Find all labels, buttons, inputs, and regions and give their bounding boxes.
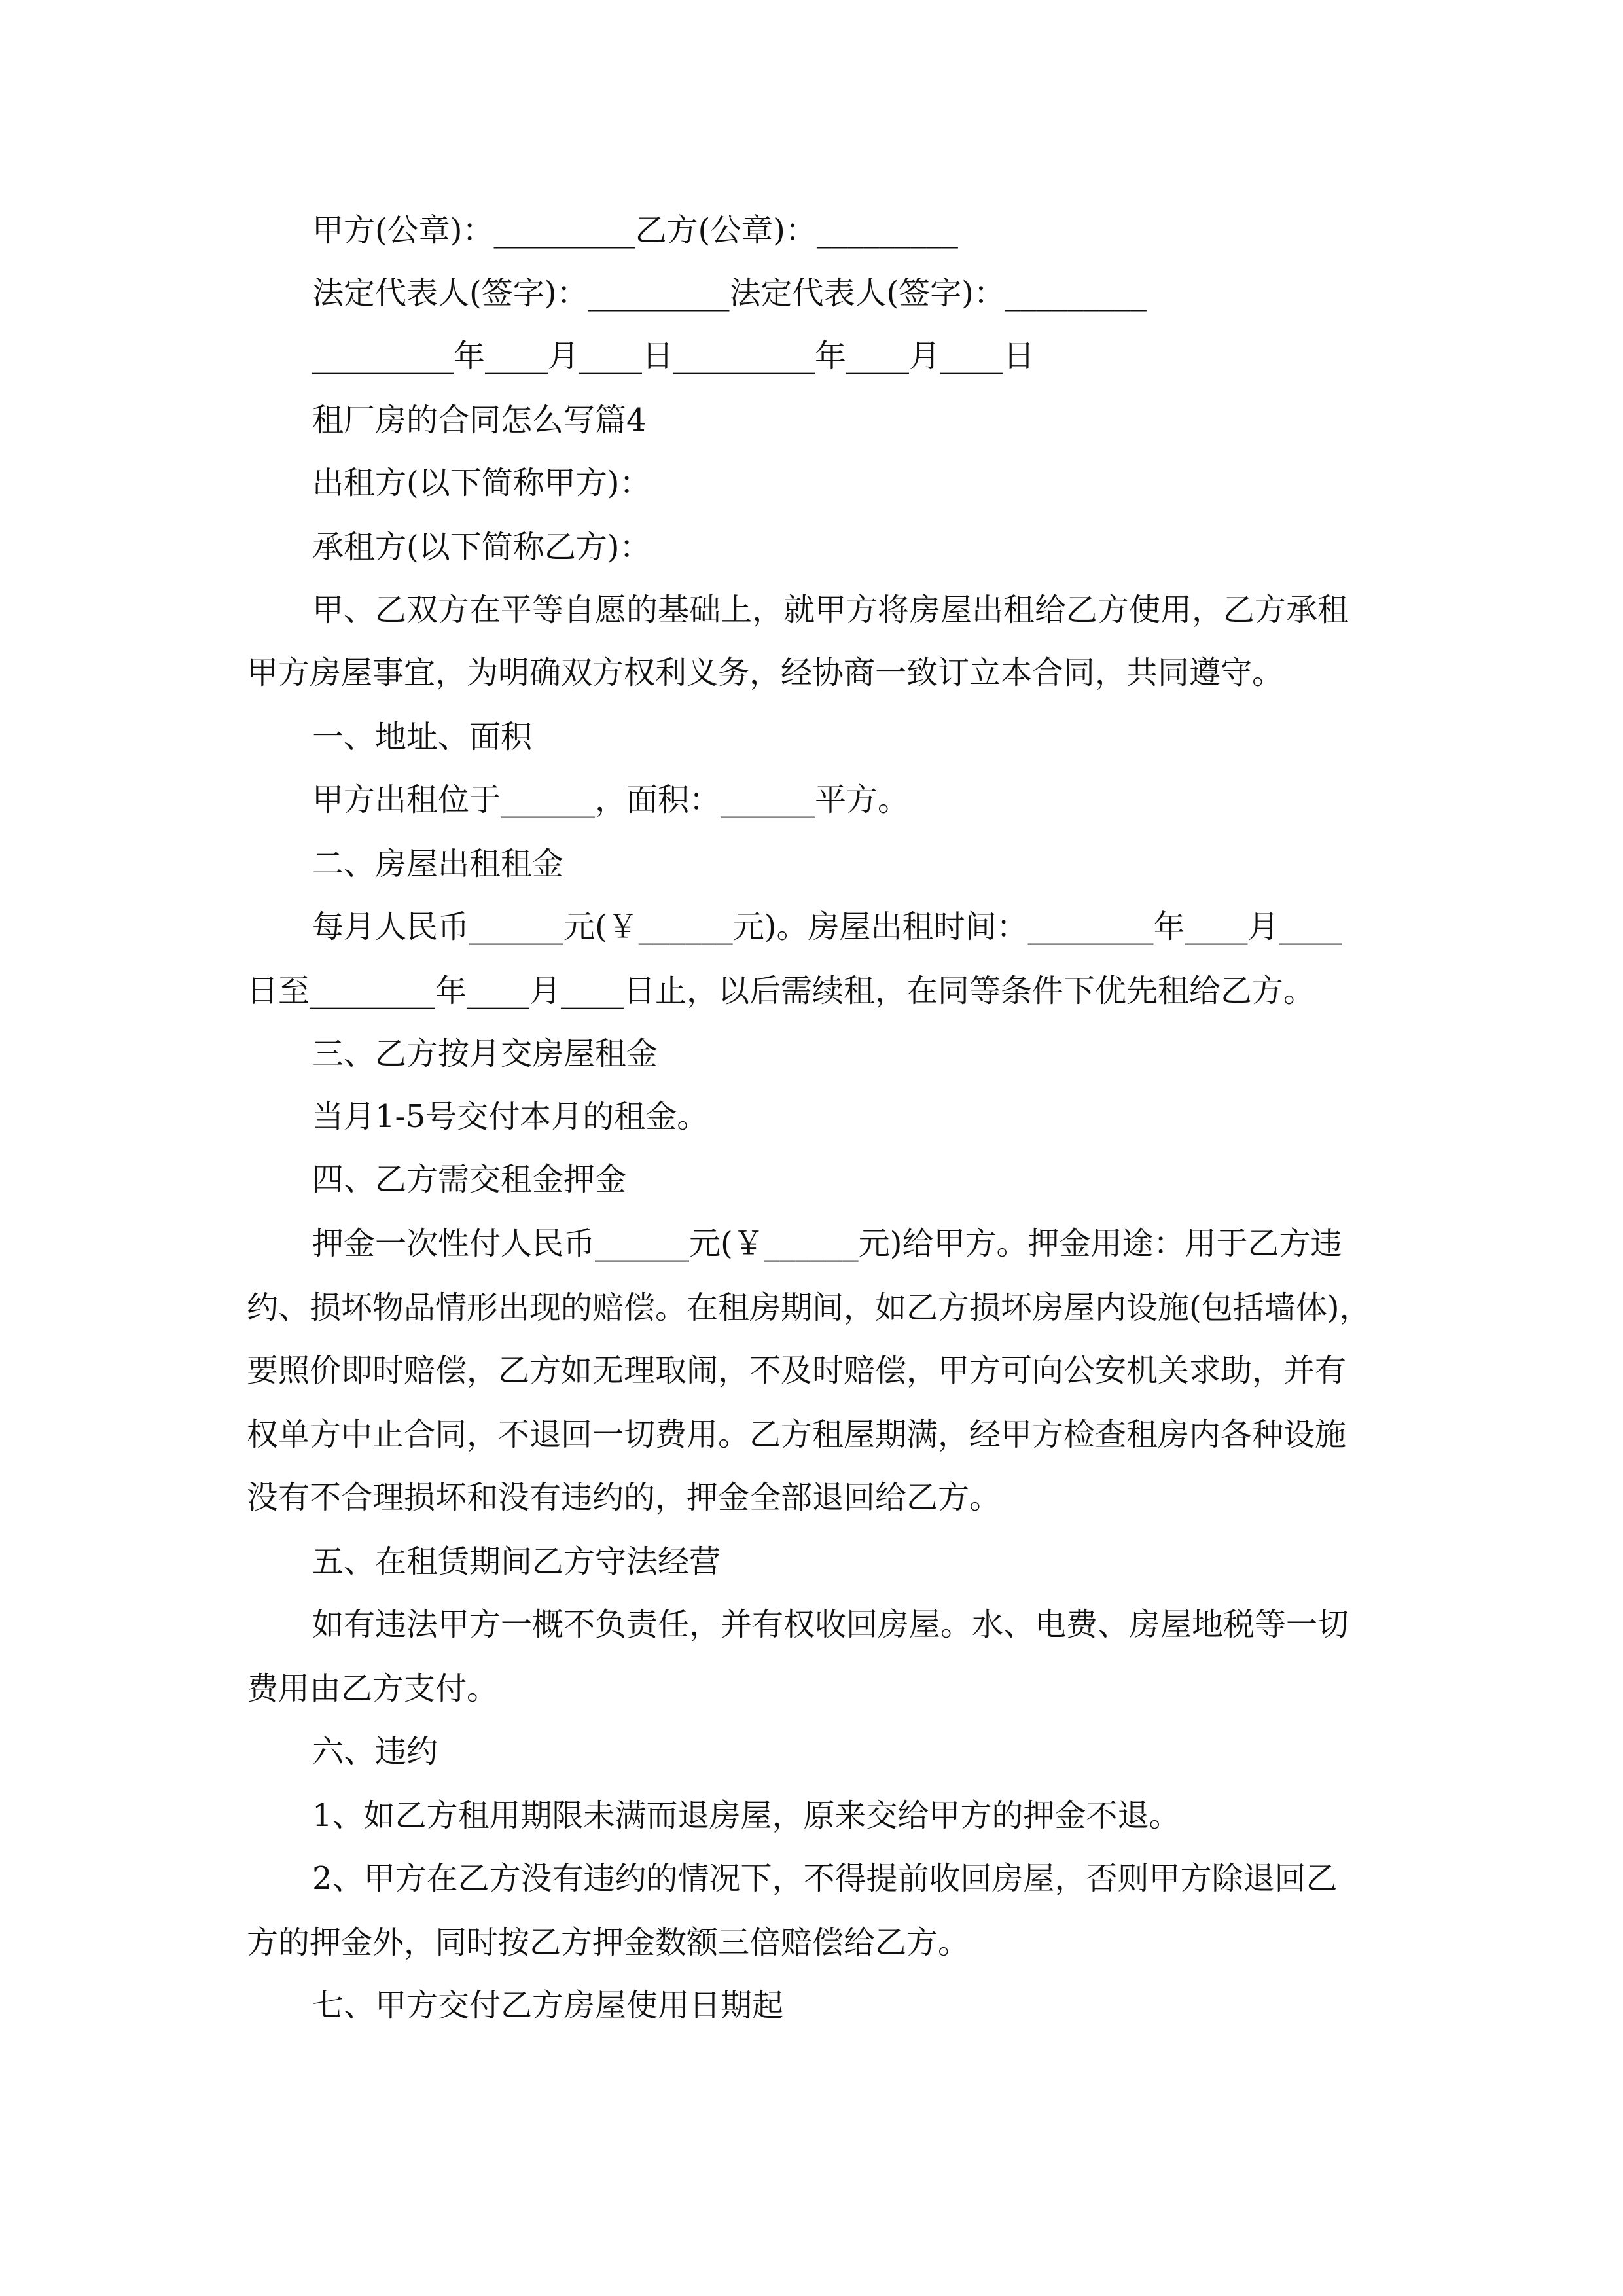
clause-heading: 二、房屋出租租金 (312, 846, 564, 882)
clause-heading: 三、乙方按月交房屋租金 (312, 1035, 658, 1072)
paragraph-line: 费用由乙方支付。 (247, 1670, 499, 1707)
signature-line-representative: 法定代表人(签字)：_________法定代表人(签字)：_________ (312, 275, 1147, 312)
paragraph-line: 日至________年____月____日止，以后需续租，在同等条件下优先租给乙方。 (247, 973, 1315, 1009)
signature-line-seal: 甲方(公章)：_________乙方(公章)：_________ (312, 212, 958, 249)
paragraph-line: 如有违法甲方一概不负责任，并有权收回房屋。水、电费、房屋地税等一切 (312, 1606, 1349, 1643)
paragraph-line: 1、如乙方租用期限未满而退房屋，原来交给甲方的押金不退。 (312, 1797, 1181, 1834)
paragraph-line: 2、甲方在乙方没有违约的情况下，不得提前收回房屋，否则甲方除退回乙 (312, 1860, 1338, 1897)
paragraph-line: 当月1-5号交付本月的租金。 (312, 1098, 709, 1135)
clause-heading: 六、违约 (312, 1733, 438, 1770)
lessee-line: 承租方(以下简称乙方)： (312, 529, 651, 565)
paragraph-line: 权单方中止合同，不退回一切费用。乙方租屋期满，经甲方检查租房内各种设施 (247, 1416, 1347, 1453)
clause-heading: 七、甲方交付乙方房屋使用日期起 (312, 1987, 784, 2024)
paragraph-line: 甲、乙双方在平等自愿的基础上，就甲方将房屋出租给乙方使用，乙方承租 (312, 592, 1349, 628)
paragraph-line: 方的押金外，同时按乙方押金数额三倍赔偿给乙方。 (247, 1924, 970, 1961)
section-title: 租厂房的合同怎么写篇4 (312, 402, 647, 439)
clause-heading: 一、地址、面积 (312, 719, 533, 755)
paragraph-line: 每月人民币______元(￥______元)。房屋出租时间：________年____月____ (312, 908, 1342, 945)
paragraph-line: 押金一次性付人民币______元(￥______元)给甲方。押金用途：用于乙方违 (312, 1225, 1342, 1262)
clause-heading: 四、乙方需交租金押金 (312, 1161, 627, 1198)
lessor-line: 出租方(以下简称甲方)： (312, 465, 651, 501)
signature-line-date: _________年____月____日_________年____月____日 (312, 338, 1035, 374)
paragraph-line: 约、损坏物品情形出现的赔偿。在租房期间，如乙方损坏房屋内设施(包括墙体)， (247, 1289, 1371, 1326)
paragraph-line: 要照价即时赔偿，乙方如无理取闹，不及时赔偿，甲方可向公安机关求助，并有 (247, 1352, 1347, 1389)
clause-heading: 五、在租赁期间乙方守法经营 (312, 1543, 721, 1580)
paragraph-line: 甲方出租位于______，面积：______平方。 (312, 781, 910, 818)
paragraph-line: 甲方房屋事宜，为明确双方权利义务，经协商一致订立本合同，共同遵守。 (247, 655, 1284, 691)
paragraph-line: 没有不合理损坏和没有违约的，押金全部退回给乙方。 (247, 1479, 1001, 1516)
